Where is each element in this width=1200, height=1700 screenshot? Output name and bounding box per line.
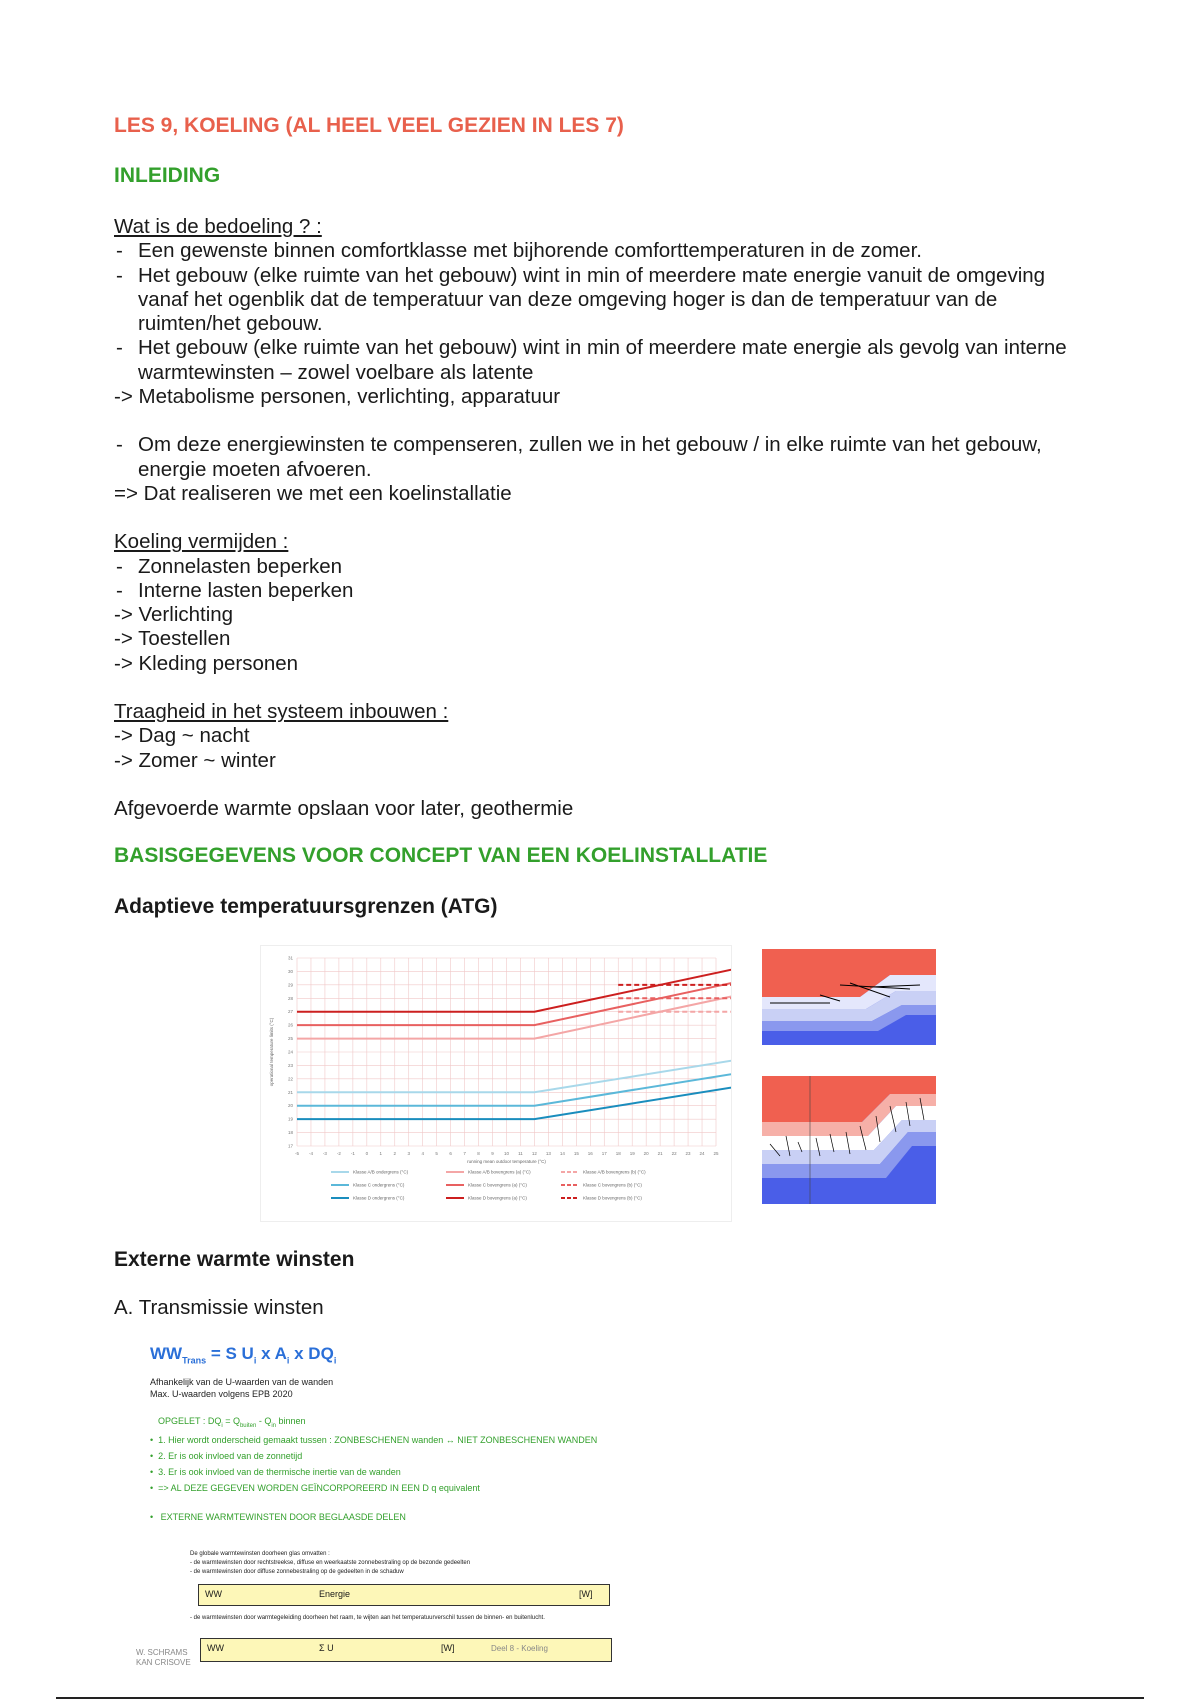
formula-bullet-1: • 1. Hier wordt onderscheid gemaakt tussen : ZONBESCHENEN wanden ↔ NIET ZONBESCHENEN WANDEN: [150, 1435, 598, 1445]
x-tick-label: 22: [671, 1151, 677, 1156]
atg-scatter-thumbnail-bottom: [750, 1072, 940, 1212]
formula-main: $WW_{Trans} = S$ $U_i$ x $A_i$ x $DQ_i$: [150, 1344, 337, 1366]
x-tick-label: 0: [365, 1151, 369, 1156]
x-tick-label: 18: [615, 1151, 621, 1156]
formula-bullets: [150, 1432, 597, 1496]
atg-chart-figure: [260, 945, 732, 1222]
spacer: [114, 773, 1074, 797]
x-tick-label: 9: [491, 1151, 494, 1156]
x-tick-label: -4: [308, 1151, 313, 1156]
traagheid-arrow-1: -> Dag ~ nacht: [114, 724, 250, 748]
x-tick-label: 14: [559, 1151, 565, 1156]
x-tick-label: 15: [573, 1151, 579, 1156]
spacer: [114, 676, 1074, 700]
x-tick-label: 16: [587, 1151, 593, 1156]
legend-label: Klasse C ondergrens (°C): [353, 1182, 405, 1188]
x-axis-label: running mean outdoor temperature (°C): [467, 1159, 546, 1164]
transmissie-heading: A. Transmissie winsten: [114, 1296, 324, 1319]
glas-text: De globale warmtewinsten doorheen glas omvatten : - de warmtewinsten door rechtstreekse, diffuse en weerkaatste zonnebestraling op de bezonde gedeelten - de warmtewinsten door diffuse zonnebestraling op de gedeelten in de schaduw: [190, 1551, 471, 1575]
legend-label: Klasse C bovengrens (a) (°C): [468, 1182, 527, 1188]
vermijden-item-2: - Interne lasten beperken: [114, 579, 1074, 603]
x-tick-label: -5: [294, 1151, 300, 1156]
side-note: W. SCHRAMS KAN CRISOVE: [136, 1648, 191, 1667]
atg-scatter-thumbnail-top: [750, 945, 940, 1055]
y-tick-label: 27: [287, 1009, 293, 1015]
atg-chart: [261, 946, 731, 1221]
transmissie-formula-box: WW Σ U [W] Deel 8 - Koeling: [200, 1638, 612, 1662]
formula-bullet-4: • => AL DEZE GEGEVEN WORDEN GEÏNCORPOREERD IN EEN D q equivalent: [150, 1483, 480, 1493]
bedoeling-title: Wat is de bedoeling ? :: [114, 215, 322, 238]
y-tick-label: 28: [287, 995, 293, 1001]
formula-notes: Afhankelijk van de U-waarden van de wanden Max. U-waarden volgens EPB 2020: [150, 1377, 334, 1399]
compenseren-arrow: => Dat realiseren we met een koelinstallatie: [114, 481, 512, 505]
x-tick-label: 17: [601, 1151, 607, 1156]
afgevoerde-text: Afgevoerde warmte opslaan voor later, geothermie: [114, 796, 574, 820]
spacer: [114, 506, 1074, 530]
legend-label: Klasse C bovengrens (b) (°C): [583, 1182, 642, 1188]
formula-bullet-3: • 3. Er is ook invloed van de thermische inertie van de wanden: [150, 1467, 401, 1477]
bedoeling-item-1: - Een gewenste binnen comfortklasse met bijhorende comforttemperaturen in de zomer.: [114, 239, 1074, 263]
bedoeling-item-2: - Het gebouw (elke ruimte van het gebouw) wint in min of meerdere mate energie vanuit de omgeving vanaf het ogenblik dat de temperatuur van deze omgeving hoger is dan de temperatuur van de ruimten/het gebouw.: [114, 264, 1074, 337]
inleiding-section: [114, 215, 1074, 821]
vermijden-arrow-3: -> Kleding personen: [114, 651, 299, 675]
x-tick-label: 7: [463, 1151, 466, 1156]
transmissie-formula-snippet: [140, 1340, 660, 1670]
x-tick-label: 1: [379, 1151, 383, 1156]
y-tick-label: 20: [287, 1103, 293, 1109]
formula-bullet-2: • 2. Er is ook invloed van de zonnetijd: [150, 1451, 303, 1461]
legend-label: Klasse A/B ondergrens (°C): [353, 1169, 409, 1175]
y-tick-label: 30: [287, 968, 293, 974]
x-tick-label: 25: [713, 1151, 719, 1156]
y-axis-label: operational temperature limits (°C): [269, 1017, 274, 1087]
atg-thumbnail-top: [750, 945, 940, 1055]
compenseren-item: - Om deze energiewinsten te compenseren, zullen we in het gebouw / in elke ruimte van het gebouw, energie moeten afvoeren.: [114, 433, 1074, 482]
x-tick-label: 10: [503, 1151, 510, 1156]
x-tick-label: 23: [685, 1151, 691, 1156]
legend-label: Klasse A/B bovengrens (b) (°C): [583, 1169, 646, 1175]
externe-glas-heading: • EXTERNE WARMTEWINSTEN DOOR BEGLAASDE DELEN: [150, 1512, 406, 1522]
document-title: LES 9, KOELING (AL HEEL VEEL GEZIEN IN LES 7): [114, 114, 624, 137]
legend-label: Klasse D bovengrens (b) (°C): [583, 1195, 642, 1201]
y-tick-label: 23: [287, 1062, 293, 1068]
glas-formula-box: WW Energie [W]: [198, 1584, 610, 1606]
y-tick-label: 22: [287, 1076, 293, 1082]
traagheid-title: Traagheid in het systeem inbouwen :: [114, 700, 449, 724]
vermijden-arrow-2: -> Toestellen: [114, 627, 231, 651]
page-footer-line: [56, 1697, 1144, 1699]
legend-label: Klasse A/B bovengrens (a) (°C): [468, 1169, 531, 1175]
y-tick-label: 19: [287, 1116, 293, 1122]
y-tick-label: 25: [287, 1036, 293, 1042]
x-tick-label: -3: [322, 1151, 327, 1156]
x-tick-label: 12: [531, 1151, 537, 1156]
x-tick-label: 8: [477, 1151, 480, 1156]
bedoeling-arrow: -> Metabolisme personen, verlichting, apparatuur: [114, 385, 561, 409]
atg-title: Adaptieve temperatuursgrenzen (ATG): [114, 895, 498, 918]
y-tick-label: 17: [287, 1143, 293, 1149]
bedoeling-item-3: - Het gebouw (elke ruimte van het gebouw) wint in min of meerdere mate energie als gevolg van interne warmtewinsten – zowel voelbare als latente: [114, 336, 1074, 385]
y-tick-label: 31: [287, 955, 293, 961]
series-line-1: [297, 1052, 731, 1092]
x-tick-label: 4: [421, 1151, 424, 1156]
legend-label: Klasse D ondergrens (°C): [353, 1195, 405, 1201]
x-tick-label: -1: [350, 1151, 355, 1156]
x-tick-label: 11: [518, 1151, 523, 1156]
y-tick-label: 24: [287, 1049, 293, 1055]
x-tick-label: 19: [629, 1151, 635, 1156]
vermijden-arrow-1: -> Verlichting: [114, 603, 234, 627]
x-tick-label: 20: [643, 1151, 649, 1156]
vermijden-title: Koeling vermijden :: [114, 530, 289, 554]
vermijden-item-1: - Zonnelasten beperken: [114, 555, 1074, 579]
x-tick-label: 5: [435, 1151, 438, 1156]
x-tick-label: 6: [449, 1151, 452, 1156]
x-tick-label: 24: [699, 1151, 705, 1156]
opgelet-line: OPGELET : $DQ_i = Q_{buiten} - Q_{in}$ binnen: [158, 1416, 306, 1429]
x-tick-label: 21: [657, 1151, 663, 1156]
legend-label: Klasse D bovengrens (a) (°C): [468, 1195, 527, 1201]
y-tick-label: 29: [287, 982, 293, 988]
externe-heading: Externe warmte winsten: [114, 1248, 355, 1271]
inleiding-heading: INLEIDING: [114, 164, 221, 187]
y-tick-label: 26: [287, 1022, 293, 1028]
basis-heading: BASISGEGEVENS VOOR CONCEPT VAN EEN KOELINSTALLATIE: [114, 844, 768, 867]
x-tick-label: 3: [407, 1151, 410, 1156]
x-tick-label: -2: [336, 1151, 341, 1156]
y-tick-label: 21: [287, 1089, 293, 1095]
y-tick-label: 18: [287, 1130, 293, 1136]
spacer: [114, 409, 1074, 433]
x-tick-label: 13: [545, 1151, 551, 1156]
glas-text-3: - de warmtewinsten door warmtegeleiding doorheen het raam, te wijten aan het temperatuurverschil tussen de binnen- en buitenlucht.: [190, 1615, 545, 1621]
x-tick-label: 2: [393, 1151, 397, 1156]
atg-thumbnail-bottom: [750, 1072, 940, 1212]
traagheid-arrow-2: -> Zomer ~ winter: [114, 748, 276, 772]
